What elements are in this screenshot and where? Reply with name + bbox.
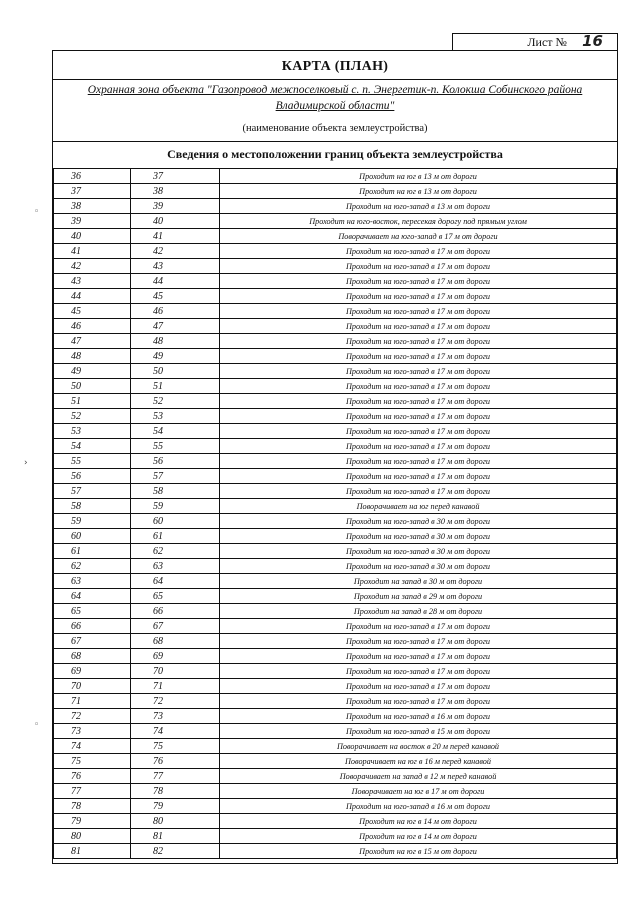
point-from: 40 (54, 229, 131, 244)
point-to: 77 (131, 769, 220, 784)
sheet-number-box (452, 33, 618, 50)
point-to: 66 (131, 604, 220, 619)
point-to: 38 (131, 184, 220, 199)
point-from: 68 (54, 649, 131, 664)
point-from: 69 (54, 664, 131, 679)
point-to: 71 (131, 679, 220, 694)
point-to: 49 (131, 349, 220, 364)
point-from: 72 (54, 709, 131, 724)
scan-mark: › (24, 458, 28, 468)
point-to: 73 (131, 709, 220, 724)
point-to: 62 (131, 544, 220, 559)
point-to: 48 (131, 334, 220, 349)
point-from: 80 (54, 829, 131, 844)
point-to: 67 (131, 619, 220, 634)
boundary-description: Поворачивает на восток в 20 м перед канавой (220, 739, 617, 754)
table-row (54, 379, 617, 394)
table-row (54, 259, 617, 274)
point-to: 58 (131, 484, 220, 499)
boundary-description: Поворачивает на запад в 12 м перед канавой (220, 769, 617, 784)
table-row (54, 739, 617, 754)
table-row (54, 724, 617, 739)
table-row (54, 754, 617, 769)
boundary-description: Проходит на юго-запад в 16 м от дороги (220, 799, 617, 814)
boundary-description: Проходит на юг в 14 м от дороги (220, 814, 617, 829)
table-row (54, 469, 617, 484)
point-to: 70 (131, 664, 220, 679)
point-from: 61 (54, 544, 131, 559)
table-row (54, 439, 617, 454)
table-row (54, 799, 617, 814)
boundary-description: Проходит на юго-запад в 17 м от дороги (220, 484, 617, 499)
table-row (54, 409, 617, 424)
point-to: 55 (131, 439, 220, 454)
scan-mark: ◦ (34, 720, 40, 730)
boundary-table (53, 168, 617, 859)
table-row (54, 169, 617, 184)
table-row (54, 649, 617, 664)
boundary-description: Поворачивает на юг в 17 м от дороги (220, 784, 617, 799)
point-to: 76 (131, 754, 220, 769)
point-to: 65 (131, 589, 220, 604)
point-from: 75 (54, 754, 131, 769)
point-from: 67 (54, 634, 131, 649)
point-from: 47 (54, 334, 131, 349)
boundary-description: Проходит на юго-запад в 16 м от дороги (220, 709, 617, 724)
table-row (54, 709, 617, 724)
point-from: 50 (54, 379, 131, 394)
table-row (54, 304, 617, 319)
table-row (54, 199, 617, 214)
point-from: 57 (54, 484, 131, 499)
boundary-description: Проходит на юго-запад в 30 м от дороги (220, 514, 617, 529)
point-from: 54 (54, 439, 131, 454)
point-from: 63 (54, 574, 131, 589)
boundary-description: Поворачивает на юго-запад в 17 м от дороги (220, 229, 617, 244)
point-from: 41 (54, 244, 131, 259)
table-row (54, 184, 617, 199)
table-row (54, 529, 617, 544)
boundary-description: Проходит на юго-запад в 17 м от дороги (220, 694, 617, 709)
boundary-description: Проходит на юго-запад в 17 м от дороги (220, 289, 617, 304)
table-row (54, 784, 617, 799)
point-from: 66 (54, 619, 131, 634)
table-row (54, 364, 617, 379)
point-from: 49 (54, 364, 131, 379)
table-row (54, 334, 617, 349)
table-row (54, 244, 617, 259)
boundary-description: Проходит на юго-запад в 17 м от дороги (220, 349, 617, 364)
boundary-description: Проходит на юг в 13 м от дороги (220, 184, 617, 199)
table-row (54, 544, 617, 559)
point-from: 44 (54, 289, 131, 304)
boundary-description: Проходит на юг в 15 м от дороги (220, 844, 617, 859)
point-to: 46 (131, 304, 220, 319)
boundary-description: Проходит на запад в 28 м от дороги (220, 604, 617, 619)
boundary-description: Проходит на юго-запад в 17 м от дороги (220, 439, 617, 454)
table-row (54, 814, 617, 829)
point-from: 56 (54, 469, 131, 484)
table-row (54, 499, 617, 514)
table-row (54, 229, 617, 244)
table-row (54, 619, 617, 634)
page-title: КАРТА (ПЛАН) (281, 59, 389, 74)
boundary-description: Проходит на юг в 13 м от дороги (220, 169, 617, 184)
table-row (54, 349, 617, 364)
boundary-description: Проходит на юго-запад в 17 м от дороги (220, 394, 617, 409)
table-row (54, 574, 617, 589)
point-to: 79 (131, 799, 220, 814)
point-from: 42 (54, 259, 131, 274)
table-row (54, 844, 617, 859)
table-row (54, 694, 617, 709)
point-to: 56 (131, 454, 220, 469)
point-from: 37 (54, 184, 131, 199)
point-from: 39 (54, 214, 131, 229)
point-to: 45 (131, 289, 220, 304)
point-from: 71 (54, 694, 131, 709)
boundary-description: Проходит на юго-запад в 30 м от дороги (220, 559, 617, 574)
boundary-description: Проходит на юг в 14 м от дороги (220, 829, 617, 844)
point-to: 44 (131, 274, 220, 289)
point-to: 43 (131, 259, 220, 274)
boundary-description: Проходит на юго-запад в 17 м от дороги (220, 454, 617, 469)
boundary-description: Проходит на юго-запад в 17 м от дороги (220, 634, 617, 649)
point-to: 47 (131, 319, 220, 334)
table-row (54, 394, 617, 409)
boundary-description: Проходит на юго-запад в 17 м от дороги (220, 334, 617, 349)
boundary-description: Проходит на юго-запад в 30 м от дороги (220, 529, 617, 544)
point-from: 60 (54, 529, 131, 544)
point-from: 73 (54, 724, 131, 739)
table-row (54, 484, 617, 499)
point-to: 82 (131, 844, 220, 859)
point-to: 80 (131, 814, 220, 829)
point-to: 61 (131, 529, 220, 544)
point-from: 48 (54, 349, 131, 364)
table-row (54, 769, 617, 784)
point-from: 36 (54, 169, 131, 184)
point-from: 45 (54, 304, 131, 319)
point-to: 51 (131, 379, 220, 394)
boundary-description: Проходит на юго-запад в 17 м от дороги (220, 469, 617, 484)
boundary-description: Проходит на юго-запад в 17 м от дороги (220, 259, 617, 274)
point-to: 74 (131, 724, 220, 739)
table-row (54, 454, 617, 469)
boundary-description: Поворачивает на юг перед канавой (220, 499, 617, 514)
boundary-description: Проходит на юго-запад в 17 м от дороги (220, 304, 617, 319)
table-row (54, 514, 617, 529)
section-title: Сведения о местоположении границ объекта землеустройства (167, 147, 503, 161)
point-to: 78 (131, 784, 220, 799)
point-to: 64 (131, 574, 220, 589)
point-from: 62 (54, 559, 131, 574)
boundary-description: Проходит на запад в 29 м от дороги (220, 589, 617, 604)
table-row (54, 664, 617, 679)
point-from: 46 (54, 319, 131, 334)
table-row (54, 424, 617, 439)
boundary-description: Проходит на юго-запад в 17 м от дороги (220, 649, 617, 664)
point-to: 54 (131, 424, 220, 439)
point-from: 70 (54, 679, 131, 694)
boundary-description: Проходит на юго-запад в 17 м от дороги (220, 274, 617, 289)
point-from: 43 (54, 274, 131, 289)
point-to: 57 (131, 469, 220, 484)
boundary-description: Проходит на юго-запад в 17 м от дороги (220, 364, 617, 379)
document-frame (52, 50, 618, 864)
boundary-description: Проходит на юго-запад в 17 м от дороги (220, 319, 617, 334)
table-row (54, 214, 617, 229)
point-to: 69 (131, 649, 220, 664)
point-to: 60 (131, 514, 220, 529)
point-to: 50 (131, 364, 220, 379)
table-row (54, 634, 617, 649)
point-to: 39 (131, 199, 220, 214)
point-from: 78 (54, 799, 131, 814)
point-to: 53 (131, 409, 220, 424)
table-row (54, 289, 617, 304)
point-to: 81 (131, 829, 220, 844)
divider (53, 79, 617, 80)
point-from: 64 (54, 589, 131, 604)
table-row (54, 679, 617, 694)
table-row (54, 604, 617, 619)
scan-mark: ◦ (34, 207, 40, 217)
point-to: 41 (131, 229, 220, 244)
table-row (54, 589, 617, 604)
point-to: 68 (131, 634, 220, 649)
point-to: 37 (131, 169, 220, 184)
boundary-description: Проходит на юго-запад в 17 м от дороги (220, 379, 617, 394)
table-row (54, 274, 617, 289)
point-to: 59 (131, 499, 220, 514)
point-from: 38 (54, 199, 131, 214)
boundary-description: Проходит на юго-запад в 30 м от дороги (220, 544, 617, 559)
point-from: 51 (54, 394, 131, 409)
sheet-number: 16 (582, 32, 603, 50)
table-row (54, 559, 617, 574)
boundary-description: Проходит на юго-запад в 13 м от дороги (220, 199, 617, 214)
point-from: 58 (54, 499, 131, 514)
point-to: 75 (131, 739, 220, 754)
boundary-description: Проходит на юго-запад в 17 м от дороги (220, 244, 617, 259)
boundary-description: Проходит на юго-восток, пересекая дорогу под прямым углом (220, 214, 617, 229)
table-row (54, 319, 617, 334)
boundary-description: Проходит на юго-запад в 15 м от дороги (220, 724, 617, 739)
boundary-description: Проходит на юго-запад в 17 м от дороги (220, 679, 617, 694)
sheet-label: Лист № (527, 35, 567, 49)
boundary-description: Проходит на юго-запад в 17 м от дороги (220, 664, 617, 679)
boundary-description: Проходит на юго-запад в 17 м от дороги (220, 619, 617, 634)
point-from: 52 (54, 409, 131, 424)
point-from: 59 (54, 514, 131, 529)
point-to: 63 (131, 559, 220, 574)
object-name: Охранная зона объекта "Газопровод межпоселковый с. п. Энергетик-п. Колокша Собинского района Владимирской области" (87, 84, 583, 112)
boundary-description: Проходит на запад в 30 м от дороги (220, 574, 617, 589)
point-from: 53 (54, 424, 131, 439)
object-caption: (наименование объекта землеустройства) (242, 123, 428, 134)
boundary-description: Проходит на юго-запад в 17 м от дороги (220, 424, 617, 439)
point-from: 79 (54, 814, 131, 829)
divider (53, 141, 617, 142)
point-to: 40 (131, 214, 220, 229)
table-row (54, 829, 617, 844)
point-to: 52 (131, 394, 220, 409)
boundary-description: Поворачивает на юг в 16 м перед канавой (220, 754, 617, 769)
point-from: 74 (54, 739, 131, 754)
point-from: 77 (54, 784, 131, 799)
point-from: 81 (54, 844, 131, 859)
point-from: 55 (54, 454, 131, 469)
boundary-description: Проходит на юго-запад в 17 м от дороги (220, 409, 617, 424)
point-from: 76 (54, 769, 131, 784)
point-to: 72 (131, 694, 220, 709)
point-to: 42 (131, 244, 220, 259)
point-from: 65 (54, 604, 131, 619)
